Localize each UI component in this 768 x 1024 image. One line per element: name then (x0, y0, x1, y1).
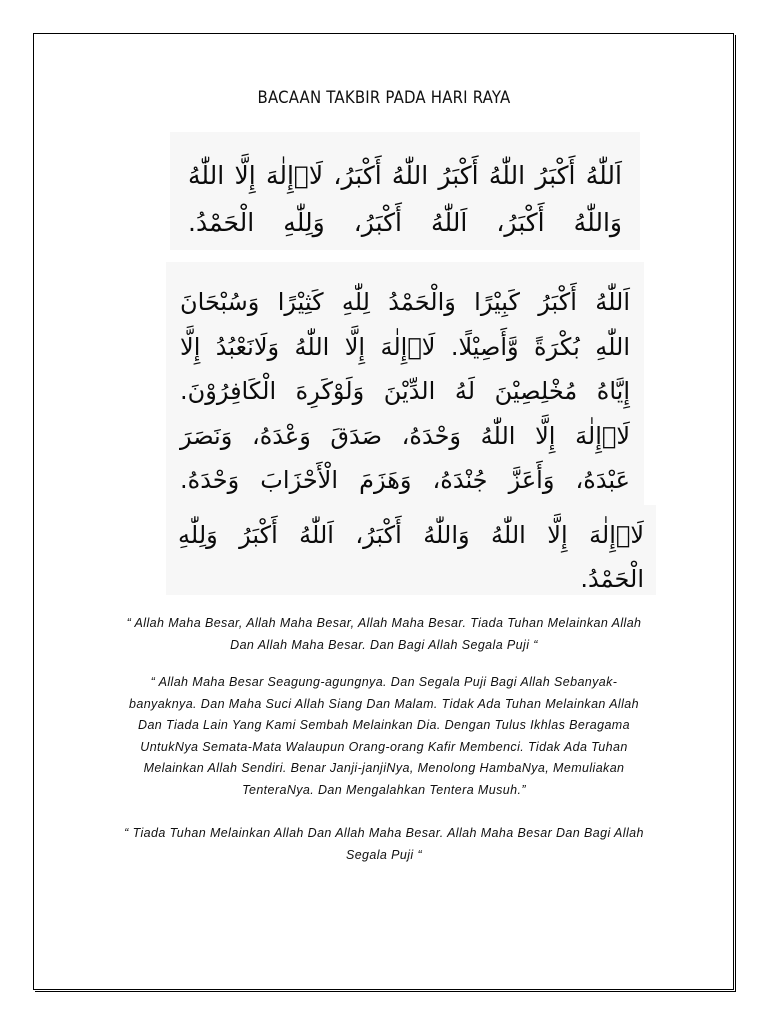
translation-paragraph-2: “ Allah Maha Besar Seagung-agungnya. Dan Segala Puji Bagi Allah Sebanyak-banyaknya. Dan Maha Suci Allah Siang Dan Malam. Tidak Ada Tuhan Melainkan Allah Dan Tiada Lain Yang Kami Sembah Melainkan Dia. Dengan Tulus Ikhlas Beragama UntukNya Semata-Mata Walaupun Orang-orang Kafir Membenci. Tidak Ada Tuhan Melainkan Allah Sendiri. Benar Janji-janjiNya, Menolong HambaNya, Memuliakan TenteraNya. Dan Mengalahkan Tentera Musuh.” (129, 675, 639, 797)
arabic-line: اللّٰهِ بُكْرَةً وَّأَصِيْلًا. لَاۤإِلٰهَ إِلَّا اللّٰهُ وَلَانَعْبُدُ إِلَّا (180, 332, 630, 361)
arabic-line: الْحَمْدُ. (580, 565, 644, 593)
arabic-line: لَاۤإِلٰهَ إِلَّا اللّٰهُ وَاللّٰهُ أَكْبَرُ، اَللّٰهُ أَكْبَرُ وَلِلّٰهِ (178, 521, 644, 549)
arabic-line: اَللّٰهُ أَكْبَرُ كَبِيْرًا وَالْحَمْدُ لِلّٰهِ كَثِيْرًا وَسُبْحَانَ (180, 288, 630, 316)
page-title: BACAAN TAKBIR PADA HARI RAYA (257, 88, 511, 108)
translation-paragraph-3: “ Tiada Tuhan Melainkan Allah Dan Allah Maha Besar. Allah Maha Besar Dan Bagi Allah Segala Puji “ (124, 826, 644, 862)
arabic-line: لَاۤإِلٰهَ إِلَّا اللّٰهُ وَحْدَهُ، صَدَقَ وَعْدَهُ، وَنَصَرَ (180, 421, 630, 450)
arabic-takbir-section-1 (170, 132, 640, 250)
arabic-line: عَبْدَهُ، وَأَعَزَّ جُنْدَهُ، وَهَزَمَ الْأَحْزَابَ وَحْدَهُ. (180, 466, 630, 494)
translation-paragraph-1: “ Allah Maha Besar, Allah Maha Besar, Allah Maha Besar. Tiada Tuhan Melainkan Allah Dan Allah Maha Besar. Dan Bagi Allah Segala Puji “ (126, 616, 642, 652)
arabic-takbir-section-3 (166, 505, 656, 595)
arabic-line: وَاللّٰهُ أَكْبَرُ، اَللّٰهُ أَكْبَرُ، وَلِلّٰهِ الْحَمْدُ. (188, 208, 622, 237)
arabic-takbir-section-2 (166, 262, 644, 510)
arabic-line: إِيَّاهُ مُخْلِصِيْنَ لَهُ الدِّيْنَ وَلَوْكَرِهَ الْكَافِرُوْنَ. (180, 377, 630, 405)
arabic-line: اَللّٰهُ أَكْبَرُ اللّٰهُ أَكْبَرُ اللّٰهُ أَكْبَرُ، لَاۤإِلٰهَ إِلَّا اللّٰهُ (188, 161, 622, 190)
